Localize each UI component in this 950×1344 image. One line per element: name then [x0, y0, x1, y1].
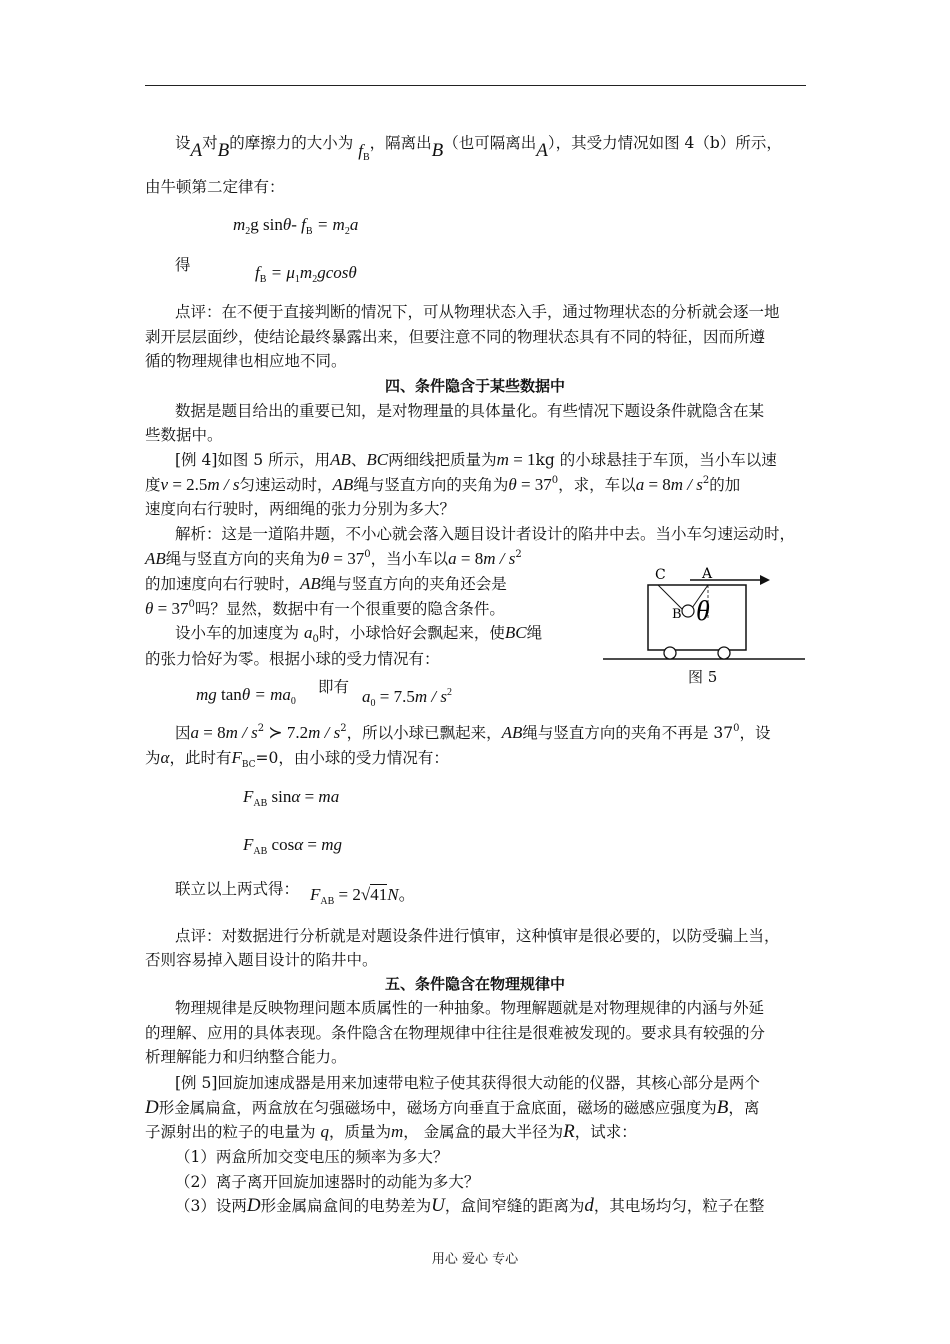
label-b: B: [672, 607, 682, 622]
equation: $F_{AB}$ cosα = mg: [243, 835, 343, 857]
equation: $F_{AB} = 2√41N$。: [310, 885, 416, 907]
text-line: 物理规律是反映物理问题本质属性的一种抽象。物理解题就是对物理规律的内涵与外延: [175, 999, 765, 1017]
figure-caption: 图 5: [688, 668, 718, 686]
header-rule: [145, 85, 806, 86]
text-line: 些数据中。: [145, 426, 223, 444]
section-heading: 五、条件隐含在物理规律中: [384, 975, 565, 993]
text-line: 由牛顿第二定律有：: [145, 178, 285, 196]
text-line: [例 5]回旋加速成器是用来加速带电粒子使其获得很大动能的仪器，其核心部分是两个: [175, 1074, 760, 1092]
equation: $m_2g$ sinθ- $f_B = m_2a$: [233, 215, 359, 237]
text-line: D形金属扁盒，两盒放在匀强磁场中，磁场方向垂直于盒底面，磁场的磁感应强度为B，离: [145, 1097, 760, 1118]
equation: $a_0 = 7.5m / s^2$: [362, 687, 452, 709]
figure-cart-diagram: [600, 560, 810, 665]
equation: mg $\tan\theta = ma_0$: [196, 685, 296, 707]
ball: [682, 605, 694, 617]
text-line: 即有: [318, 678, 350, 696]
text-line: （3）设两D形金属扁盒间的电势差为U，盒间窄缝的距离为d，其电场均匀，粒子在整: [175, 1195, 765, 1216]
text-line: 的理解、应用的具体表现。条件隐含在物理规律中往往是很难被发现的。要求具有较强的分: [145, 1024, 766, 1042]
page-footer: 用心 爱心 专心: [431, 1252, 519, 1267]
text-line: 联立以上两式得：: [175, 880, 300, 898]
arrow-icon: [760, 575, 770, 585]
text-line: 点评：在不便于直接判断的情况下，可从物理状态入手，通过物理状态的分析就会逐一地: [175, 303, 780, 321]
text-line: 为α，此时有$F_{BC}=0$，由小球的受力情况有：: [145, 748, 449, 770]
wheel-left: [664, 647, 676, 659]
text-line: 因$a = 8m / s^2$ ≻ $7.2m / s^2$，所以小球已飘起来，AB绳与竖直方向的夹角不再是 $37^0$，设: [175, 723, 771, 742]
text-line: 度v = 2.5m / s匀速运动时，AB绳与竖直方向的夹角为$\theta = 37^0$，求，车以$a = 8m / s^2$的加: [145, 475, 741, 494]
text-line: 解析：这是一道陷井题，不小心就会落入题目设计者设计的陷井中去。当小车匀速运动时，: [175, 525, 796, 543]
text-line: 设小车的加速度为 $a_0$时，小球恰好会飘起来，使BC绳: [175, 623, 543, 645]
text-line: 子源射出的粒子的电量为 q，质量为m， 金属盒的最大半径为R，试求：: [145, 1121, 637, 1142]
text-line: 剥开层层面纱，使结论最终暴露出来，但要注意不同的物理状态具有不同的特征，因而所遵: [145, 328, 766, 346]
section-heading: 四、条件隐含于某些数据中: [384, 377, 565, 395]
text-line: 的张力恰好为零。根据小球的受力情况有：: [145, 650, 440, 668]
text-line: （2）离子离开回旋加速器时的动能为多大？: [175, 1173, 480, 1191]
text-line: 得: [175, 256, 191, 274]
text-line: 否则容易掉入题目设计的陷井中。: [145, 951, 378, 969]
equation: $F_{AB}$ sinα = ma: [243, 787, 340, 809]
text-line: 设A对B的摩擦力的大小为 $f_B$，隔离出B（也可隔离出A），其受力情况如图 4（b）所示，: [175, 134, 782, 163]
text-line: [例 4]如图 5 所示，用AB、BC两细线把质量为m = 1kg 的小球悬挂于车顶，当小车以速: [175, 450, 777, 469]
text-line: $\theta = 37^0$吗？显然，数据中有一个很重要的隐含条件。: [145, 599, 505, 618]
text-line: 循的物理规律也相应地不同。: [145, 352, 347, 370]
label-theta: θ: [696, 596, 710, 627]
text-line: 的加速度向右行驶时，AB绳与竖直方向的夹角还会是: [145, 574, 507, 593]
text-line: 析理解能力和归纳整合能力。: [145, 1048, 347, 1066]
text-line: （1）两盒所加交变电压的频率为多大？: [175, 1148, 449, 1166]
wheel-right: [718, 647, 730, 659]
equation: $f_B = \mu_1m_2gcos\theta$: [255, 263, 357, 285]
text-line: 速度向右行驶时，两细绳的张力分别为多大？: [145, 500, 456, 518]
text-line: AB绳与竖直方向的夹角为$\theta = 37^0$，当小车以$a = 8m / s^2$: [145, 549, 522, 568]
text-line: 点评：对数据进行分析就是对题设条件进行慎审，这种慎审是很必要的，以防受骗上当，: [175, 927, 780, 945]
label-a: A: [702, 566, 713, 582]
text-line: 数据是题目给出的重要已知，是对物理量的具体量化。有些情况下题设条件就隐含在某: [175, 402, 765, 420]
label-c: C: [655, 567, 666, 583]
